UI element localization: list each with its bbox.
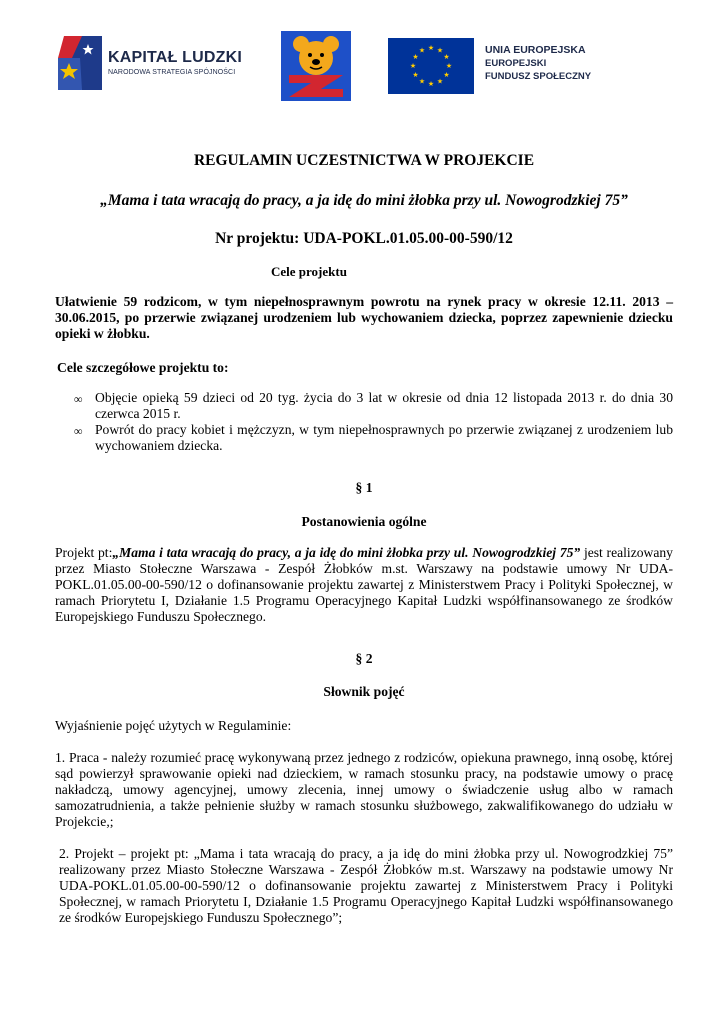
- document-title: REGULAMIN UCZESTNICTWA W PROJEKCIE: [193, 152, 535, 169]
- section-1-rest: jest realizowany przez Miasto Stołeczne Warszawa - Zespół Żłobków m.st. Warszawy na podstawie umowy Nr UDA-POKL.01.05.00-00-590/12 o dofinansowanie projektu zawartej z Ministerstwem Pracy i Polityki Społecznej, w ramach Priorytetu I, Działanie 1.5 Programu Operacyjnego Kapitał Ludzki współfinansowanego ze środków Europejskiego Funduszu Społecznego.: [55, 545, 673, 624]
- section-2-number: § 2: [355, 651, 373, 666]
- definition-project: 2. Projekt – projekt pt: „Mama i tata wracają do pracy, a ja idę do mini żłobka przy ul. Nowogrodzkiej 75” realizowany przez Miasto Stołeczne Warszawa - Zespół Żłobków m.st. Warszawy na podstawie umowy Nr UDA-POKL.01.05.00-00-590/12 o dofinansowanie projektu zawartej z Ministerstwem Pracy i Polityki Społecznej, w ramach Priorytetu I, Działanie 1.5 Programu Operacyjnego Kapitał Ludzki współfinansowanego ze środków Europejskiego Funduszu Społecznego”;: [59, 846, 673, 925]
- eu-line-2: EUROPEJSKI: [485, 58, 547, 69]
- svg-text:★: ★: [427, 80, 435, 88]
- definition-work: 1. Praca - należy rozumieć pracę wykonywaną przez jednego z rodziców, opiekuna prawnego, inną osobę, której sąd powierzył sprawowanie opieki nad dzieckiem, w ramach stosunku pracy, na podstawie umowy o pracę nakładczą, umowy agencyjnej, umowy zlecenia, innej umowy o świadczenie usług albo w ramach samozatrudnienia, a także pełnienie służby w ramach stosunku służbowego, zakwalifikowanego do udziału w Projekcie,;: [55, 750, 673, 829]
- kapital-ludzki-subtitle: NARODOWA STRATEGIA SPÓJNOŚCI: [108, 69, 236, 76]
- eu-fund-text: [485, 44, 591, 83]
- goals-heading: Cele projektu: [271, 264, 347, 279]
- svg-text:★: ★: [445, 62, 453, 70]
- section-1-paragraph: [55, 545, 673, 625]
- svg-text:★: ★: [412, 53, 419, 61]
- svg-text:★: ★: [443, 53, 450, 61]
- svg-text:★: ★: [412, 71, 419, 79]
- section-1-number: § 1: [355, 480, 373, 495]
- eu-line-1: UNIA EUROPEJSKA: [485, 44, 586, 56]
- specific-goals-heading: Cele szczegółowe projektu to:: [57, 360, 229, 375]
- project-name: „Mama i tata wracają do pracy, a ja idę do mini żłobka przy ul. Nowogrodzkiej 75”: [100, 192, 628, 209]
- kapital-ludzki-logo: [58, 36, 258, 90]
- eu-flag-icon: [388, 38, 474, 94]
- logo-header: [0, 0, 724, 110]
- svg-text:★: ★: [443, 71, 450, 79]
- svg-text:★: ★: [436, 77, 444, 86]
- section-2-intro: Wyjaśnienie pojęć użytych w Regulaminie:: [55, 718, 292, 733]
- svg-text:★: ★: [418, 46, 426, 55]
- main-goal: Ułatwienie 59 rodzicom, w tym niepełnosprawnym powrotu na rynek pracy w okresie 12.11. 2013 – 30.06.2015, po przerwie związanej urodzeniem lub wychowaniem dziecka, poprzez zapewnienie dziecku opieki w żłobku.: [55, 294, 673, 341]
- infinity-bullet-icon: ∞: [74, 424, 83, 438]
- list-item-text: Objęcie opieką 59 dzieci od 20 tyg. życia do 3 lat w okresie od dnia 12 listopada 2013 r. do dnia 30 czerwca 2015 r.: [95, 390, 673, 421]
- infinity-bullet-icon: ∞: [74, 392, 83, 406]
- svg-text:★: ★: [436, 46, 444, 55]
- eu-line-3: FUNDUSZ SPOŁECZNY: [485, 71, 592, 82]
- kapital-ludzki-emblem-icon: [58, 36, 104, 90]
- kapital-ludzki-title: KAPITAŁ LUDZKI: [108, 49, 243, 66]
- list-item-text: Powrót do pracy kobiet i mężczyzn, w tym niepełnosprawnych po przerwie związanej z urodzeniem lub wychowaniem dziecka.: [95, 422, 673, 453]
- nursery-bear-logo-icon: [281, 31, 351, 101]
- project-number: Nr projektu: UDA-POKL.01.05.00-00-590/12: [215, 230, 513, 247]
- section-1-title: Postanowienia ogólne: [301, 514, 427, 529]
- section-2-title: Słownik pojęć: [323, 684, 405, 699]
- section-1-project-name: „Mama i tata wracają do pracy, a ja idę do mini żłobka przy ul. Nowogrodzkiej 75”: [112, 545, 581, 560]
- list-item: [55, 422, 673, 454]
- section-1-lead: Projekt pt:: [55, 545, 113, 560]
- svg-text:★: ★: [409, 62, 417, 70]
- list-item: [55, 390, 673, 422]
- specific-goals-list: [55, 390, 673, 454]
- svg-text:★: ★: [418, 77, 426, 86]
- svg-text:★: ★: [427, 44, 435, 52]
- document-body: [55, 152, 673, 926]
